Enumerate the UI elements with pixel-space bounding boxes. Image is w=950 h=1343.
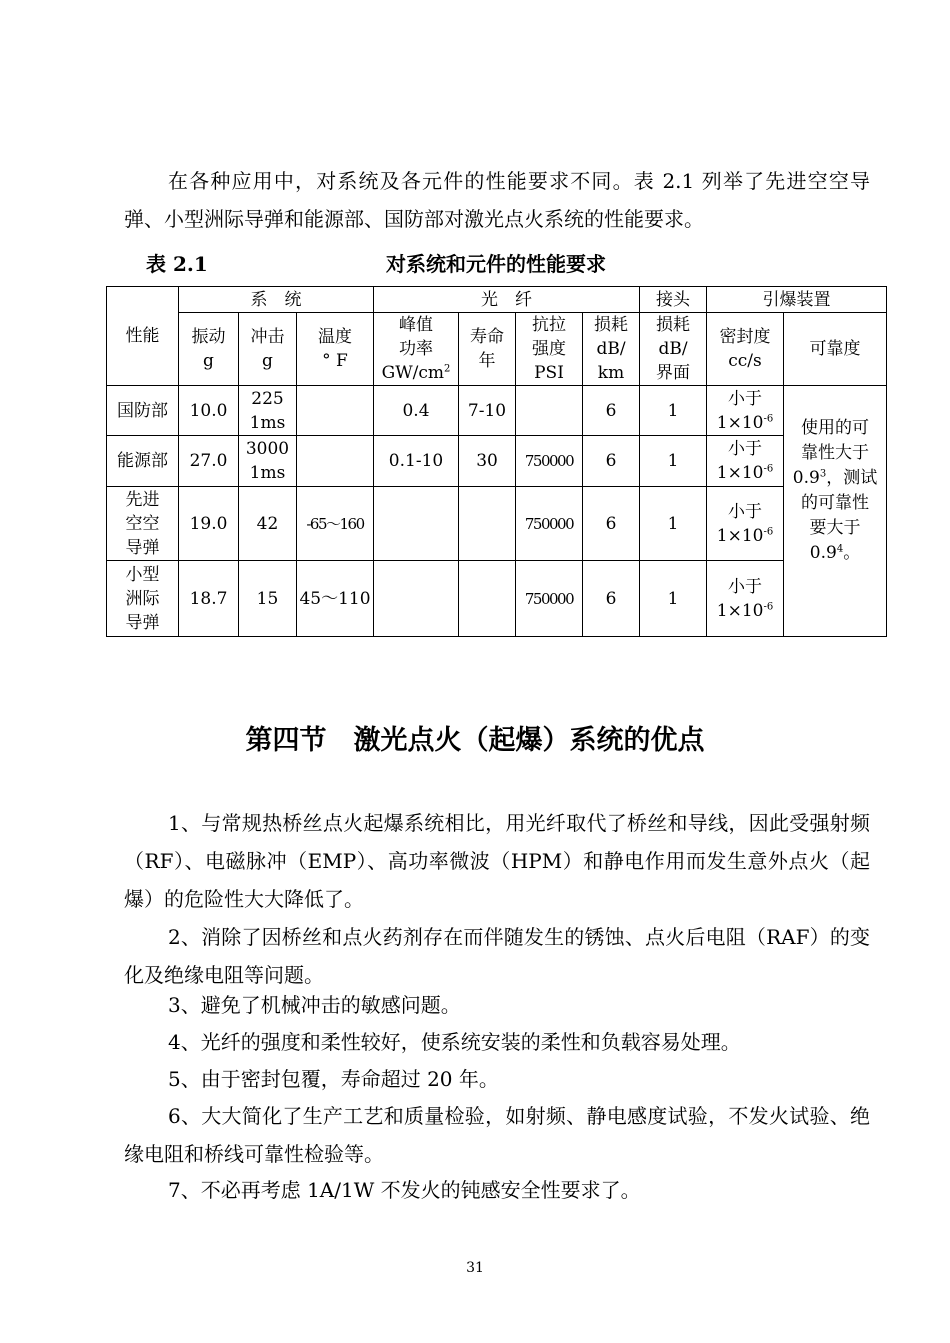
header-reliability: 可靠度 [784,313,887,386]
cell-leak-rate: 小于 $1\times 10^{-6}$ [707,561,784,637]
cell-vibration: 18.7 [179,561,239,637]
group-connector: 接头 [640,287,707,313]
cell-reliability-note: 使用的可 靠性大于 $0.9^3$，测试 的可靠性 要大于 $0.9^4$。 [784,386,887,637]
header-loss-connector: 损耗 dB/ 界面 [640,313,707,386]
cell-peak-power [374,487,459,561]
cell-leak-rate: 小于 $1\times 10^{-6}$ [707,436,784,487]
row-name: 小型 洲际 导弹 [107,561,179,637]
header-performance: 性能 [107,287,179,386]
cell-temperature: 45～110 [297,561,374,637]
cell-loss-connector: 1 [640,487,707,561]
cell-temperature [297,436,374,487]
cell-loss-fiber: 6 [583,561,640,637]
table-row [107,386,887,436]
table-label: 表 2.1 [146,252,208,276]
cell-vibration: 10.0 [179,386,239,436]
header-life: 寿命 年 [459,313,516,386]
table-caption [106,246,886,278]
row-name: 国防部 [107,386,179,436]
table-row [107,436,887,487]
cell-life: 30 [459,436,516,487]
cell-temperature: -65～160 [297,487,374,561]
cell-shock: 15 [239,561,297,637]
cell-temperature [297,386,374,436]
table-row [107,561,887,637]
intro-paragraph: 在各种应用中，对系统及各元件的性能要求不同。表 2.1 列举了先进空空导弹、小型洲际导弹和能源部、国防部对激光点火系统的性能要求。 [124,169,870,231]
cell-tensile: 750000 [516,561,583,637]
cell-peak-power: 0.4 [374,386,459,436]
header-tensile: 抗拉 强度 PSI [516,313,583,386]
cell-loss-connector: 1 [640,386,707,436]
cell-tensile [516,386,583,436]
group-fiber: 光 纤 [374,287,640,313]
list-item: 3、避免了机械冲击的敏感问题。 [168,993,461,1017]
group-system: 系 统 [179,287,374,313]
cell-loss-connector: 1 [640,436,707,487]
cell-leak-rate: 小于 $1\times 10^{-6}$ [707,487,784,561]
cell-loss-fiber: 6 [583,386,640,436]
row-name: 先进 空空 导弹 [107,487,179,561]
list-item: 4、光纤的强度和柔性较好，使系统安装的柔性和负载容易处理。 [168,1030,741,1054]
cell-tensile: 750000 [516,436,583,487]
cell-life [459,561,516,637]
cell-tensile: 750000 [516,487,583,561]
cell-loss-connector: 1 [640,561,707,637]
row-name: 能源部 [107,436,179,487]
group-header-row [107,287,887,313]
cell-shock: 3000 1ms [239,436,297,487]
cell-shock: 225 1ms [239,386,297,436]
header-vibration: 振动 g [179,313,239,386]
group-detonator: 引爆装置 [707,287,887,313]
list-item: 1、与常规热桥丝点火起爆系统相比，用光纤取代了桥丝和导线，因此受强射频（RF）、电磁脉冲（EMP）、高功率微波（HPM）和静电作用而发生意外点火（起爆）的危险性大大降低了。 [124,811,870,911]
cell-peak-power: 0.1-10 [374,436,459,487]
list-item: 7、不必再考虑 1A/1W 不发火的钝感安全性要求了。 [168,1178,641,1202]
header-loss-fiber: 损耗 dB/ km [583,313,640,386]
cell-life [459,487,516,561]
cell-peak-power [374,561,459,637]
cell-vibration: 27.0 [179,436,239,487]
header-leak-rate: 密封度 cc/s [707,313,784,386]
column-header-row [107,313,887,386]
section-title: 第四节 激光点火（起爆）系统的优点 [245,725,705,756]
table-title: 对系统和元件的性能要求 [386,252,606,276]
list-item: 6、大大简化了生产工艺和质量检验，如射频、静电感度试验，不发火试验、绝缘电阻和桥线可靠性检验等。 [124,1104,870,1166]
cell-leak-rate: 小于 $1\times 10^{-6}$ [707,386,784,436]
cell-vibration: 19.0 [179,487,239,561]
header-peak-power: 峰值 功率 $GW/cm^2$ [374,313,459,386]
header-temperature: 温度 ° F [297,313,374,386]
cell-loss-fiber: 6 [583,487,640,561]
list-item: 2、消除了因桥丝和点火药剂存在而伴随发生的锈蚀、点火后电阻（RAF）的变化及绝缘电阻等问题。 [124,925,870,987]
cell-life: 7-10 [459,386,516,436]
page-number: 31 [466,1260,484,1276]
header-shock: 冲击 g [239,313,297,386]
cell-loss-fiber: 6 [583,436,640,487]
performance-table [106,286,887,637]
list-item: 5、由于密封包覆，寿命超过 20 年。 [168,1067,499,1091]
table-row [107,487,887,561]
cell-shock: 42 [239,487,297,561]
